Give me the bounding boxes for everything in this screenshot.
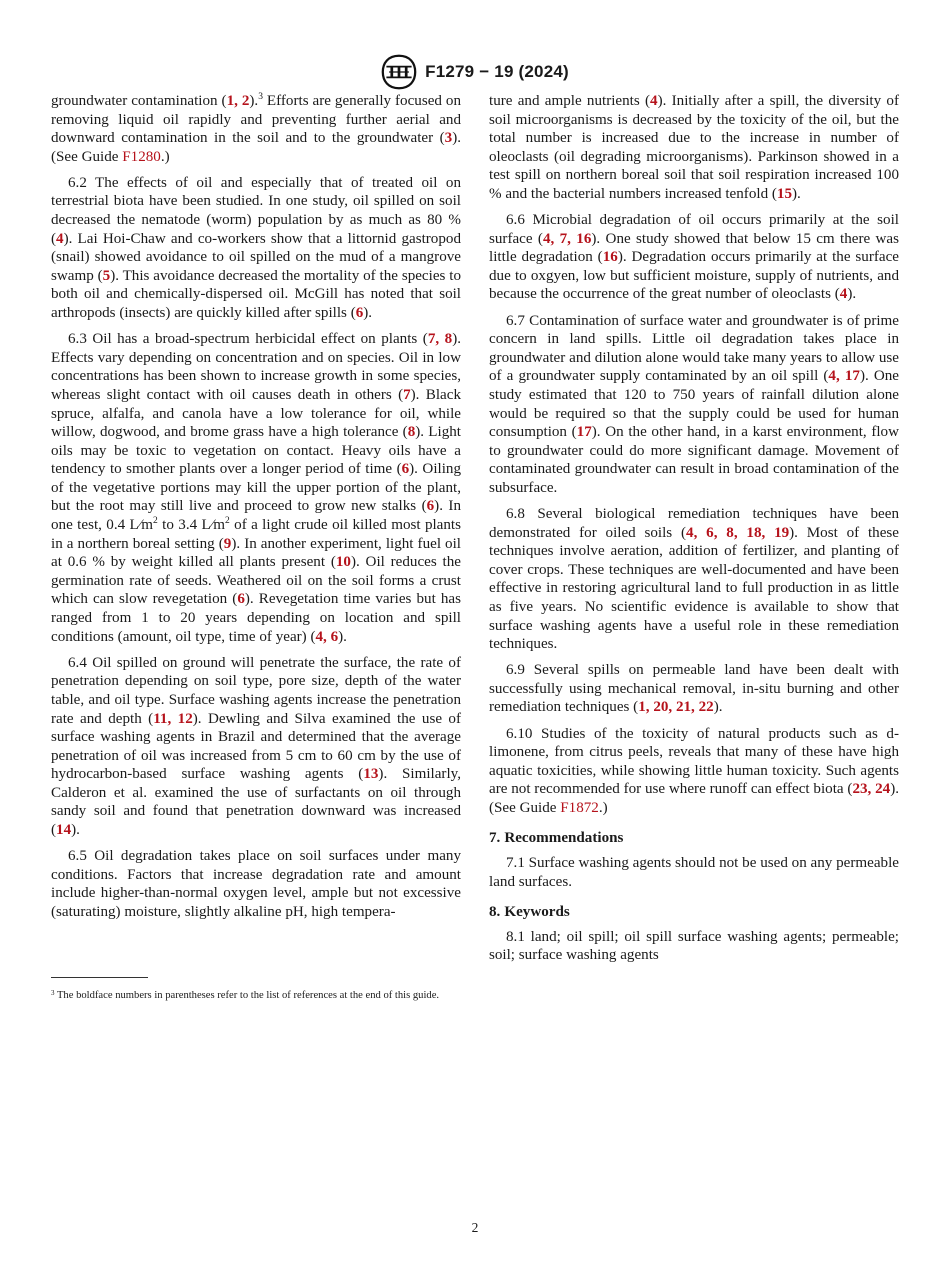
paragraph-intro-cont: groundwater contamination (1, 2).$^3$ Efforts are generally focused on removing liquid oil rapidly and preventing further aerial and downward contamination in the soil and to the groundwater (3). (See Guide F1280.) bbox=[51, 92, 462, 165]
reference-link[interactable]: 20 bbox=[653, 699, 669, 716]
paragraph-6-5-cont: ture and ample nutrients (4). Initially after a spill, the diversity of soil microorganisms is decreased by the toxicity of the oil, but the total number is increased due to the increase in number of oleoclasts (oil degrading microorganisms). Parkinson showed in a test spill on northern boreal soil that soil respiration increased 100 % and the bacterial numbers increased tenfold (15). bbox=[489, 93, 899, 202]
left-column bbox=[51, 92, 461, 929]
reference-link[interactable]: 19 bbox=[774, 524, 790, 541]
page-header bbox=[0, 54, 950, 90]
standard-designation: F1279 − 19 (2024) bbox=[425, 62, 569, 81]
paragraph-6-6: 6.6 Microbial degradation of oil occurs primarily at the soil surface (4, 7, 16). One study showed that below 15 cm there was little degradation (16). Degradation occurs primarily at the surface due to oxgyen, low but sufficient moisture, supply of nutrients, and because the occurrence of the great number of oleoclasts (4). bbox=[489, 212, 900, 303]
reference-link[interactable]: 16 bbox=[576, 230, 592, 247]
paragraph-8-1: 8.1 land; oil spill; oil spill surface washing agents; permeable; soil; surface washing agents bbox=[489, 928, 899, 964]
paragraph-6-3: 6.3 Oil has a broad-spectrum herbicidal effect on plants (7, 8). Effects vary depending on concentration and on species. Oil in low concentrations has been shown to increase growth in some species, whereas slight contact with oil causes death in others (7). Black spruce, alfalfa, and canola have a low tolerance for oil, while willow, dogwood, and brome grass have a high tolerance (8). Light oils may be toxic to vegetation on contact. Heavy oils have a tendency to smother plants over a longer period of time (6). Oiling of the vegetative portions may kill the upper portion of the plant, but the root may still live and proceed to grow new stalks (6). In one test, 0.4 $L⁄m^2$ to 3.4 $L⁄m^2$ of a light crude oil killed most plants in a northern boreal setting (9). In another experiment, light fuel oil at 0.6 % by weight killed all plants present (10). Oil reduces the germination rate of seeds. Weathered oil on the soil forms a crust which can slow revegetation (6). Revegetation time varies but has ranged from 1 to 20 years depending on location and spill conditions (amount, oil type, time of year) (4, 6). bbox=[51, 331, 461, 645]
reference-link[interactable]: 9 bbox=[223, 535, 232, 552]
reference-link[interactable]: 17 bbox=[576, 424, 592, 441]
footnote-area bbox=[51, 977, 461, 1003]
reference-link[interactable]: 4 bbox=[828, 368, 836, 385]
reference-link[interactable]: 8 bbox=[726, 524, 734, 541]
reference-link[interactable]: 4 bbox=[839, 286, 848, 303]
reference-link[interactable]: 13 bbox=[363, 766, 379, 783]
reference-link[interactable]: 6 bbox=[237, 591, 245, 608]
reference-link[interactable]: 3 bbox=[444, 130, 453, 147]
reference-link[interactable]: 8 bbox=[444, 331, 453, 348]
reference-link[interactable]: 15 bbox=[776, 185, 793, 202]
reference-link[interactable]: 22 bbox=[698, 699, 714, 716]
reference-link[interactable]: 11 bbox=[153, 710, 168, 727]
paragraph-7-1: 7.1 Surface washing agents should not be used on any permeable land surfaces. bbox=[489, 855, 899, 890]
reference-link[interactable]: 12 bbox=[177, 710, 193, 727]
paragraph-6-9: 6.9 Several spills on permeable land have been dealt with successfully using mechanical removal, in-situ burning and other remediation techniques (1, 20, 21, 22). bbox=[489, 662, 899, 716]
reference-link[interactable]: 7 bbox=[559, 230, 568, 247]
paragraph-6-7: 6.7 Contamination of surface water and groundwater is of prime concern in land spills. Little oil degradation takes place in groundwater and dilution alone would take many years to allow use of a groundwater supply contaminated by an oil spill (4, 17). One study estimated that 120 to 750 years of rainfall dilution alone would be required so that the supply could be used for human consumption (17). On the other hand, in a karst environment, flow to groundwater could do more significant damage. Movement of contaminated groundwater can result in broad contamination of the subsurface. bbox=[489, 312, 899, 496]
reference-link[interactable]: 8 bbox=[407, 424, 416, 441]
footnote-marker: 3 bbox=[258, 92, 263, 102]
right-column bbox=[489, 92, 899, 973]
reference-link[interactable]: 4 bbox=[686, 524, 694, 541]
reference-link[interactable]: 23 bbox=[852, 781, 868, 798]
footnote: $^3$ The boldface numbers in parentheses refer to the list of references at the end of this guide. bbox=[51, 989, 440, 1001]
guide-link-f1280[interactable]: F1280 bbox=[122, 148, 161, 165]
reference-link[interactable]: 17 bbox=[844, 368, 860, 385]
reference-link[interactable]: 7 bbox=[403, 386, 411, 403]
astm-logo-icon bbox=[381, 54, 417, 90]
reference-link[interactable]: 21 bbox=[675, 699, 692, 716]
reference-link[interactable]: 16 bbox=[602, 249, 618, 266]
reference-link[interactable]: 6 bbox=[706, 524, 714, 541]
guide-link-f1872[interactable]: F1872 bbox=[560, 799, 599, 816]
reference-link[interactable]: 5 bbox=[102, 267, 111, 284]
reference-link[interactable]: 6 bbox=[330, 628, 339, 645]
reference-link[interactable]: 10 bbox=[335, 554, 351, 571]
paragraph-6-4: 6.4 Oil spilled on ground will penetrate the surface, the rate of penetration depending on soil type, pore size, depth of the water table, and oil type. Surface washing agents increase the penetration rate and depth (11, 12). Dewling and Silva examined the use of surface washing agents in Brazil and determined that the average penetration of oil was increased from 5 cm to 60 cm by the use of hydrocarbon-based surface washing agents (13). Similarly, Calderon et al. examined the use of surfactants on oil through sandy soil and found that penetration downward was increased (14). bbox=[51, 654, 462, 839]
reference-link[interactable]: 1 bbox=[226, 93, 235, 109]
reference-link[interactable]: 4 bbox=[315, 628, 324, 645]
page-number: 2 bbox=[471, 1220, 479, 1235]
section-heading-recommendations: 7. Recommendations bbox=[489, 830, 624, 847]
reference-link[interactable]: 4 bbox=[542, 230, 551, 247]
paragraph-6-5: 6.5 Oil degradation takes place on soil surfaces under many conditions. Factors that increase degradation rate and amount include higher-than-normal oxygen level, ample but not excessive (saturating) moisture, slightly alkaline pH, high tempera- bbox=[51, 848, 461, 920]
paragraph-6-10: 6.10 Studies of the toxicity of natural products such as d-limonene, from citrus peels, reveals that many of these have high aquatic toxicities, while showing little human toxicity. Such agents are not recommended for use where runoff can effect biota (23, 24). (See Guide F1872.) bbox=[489, 725, 900, 816]
reference-link[interactable]: 2 bbox=[241, 93, 250, 109]
reference-link[interactable]: 4 bbox=[650, 93, 658, 109]
reference-link[interactable]: 14 bbox=[56, 822, 72, 839]
reference-link[interactable]: 6 bbox=[426, 498, 435, 515]
paragraph-6-2: 6.2 The effects of oil and especially that of treated oil on terrestrial biota have been studied. In one study, oil spilled on soil decreased the nematode (worm) population by as much as 80 % (4). Lai Hoi-Chaw and co-workers show that a littornid gastropod (snail) showed avoidance to oil spilled on the mud of a mangrove swamp (5). This avoidance decreased the mortality of the species to both oil and chemically-dispersed oil. McGill has noted that soil arthropods (insects) are quickly killed after spills (6). bbox=[51, 174, 461, 322]
reference-link[interactable]: 18 bbox=[746, 524, 762, 541]
paragraph-6-8: 6.8 Several biological remediation techniques have been demonstrated for oiled soils (4, 6, 8, 18, 19). Most of these techniques involve aeration, addition of fertilizer, and planting of cover crops. These techniques are well-documented and have been effective in restoring agricultural land to full production in as little as five years. No scientific evidence is available to show that surface washing agents have a useful role in these remediation techniques. bbox=[489, 505, 899, 653]
section-heading-keywords: 8. Keywords bbox=[489, 904, 570, 921]
reference-link[interactable]: 7 bbox=[427, 331, 436, 348]
reference-link[interactable]: 6 bbox=[355, 305, 364, 322]
footnote-divider bbox=[51, 977, 148, 978]
reference-link[interactable]: 24 bbox=[875, 781, 891, 798]
reference-link[interactable]: 1 bbox=[638, 699, 646, 716]
reference-link[interactable]: 6 bbox=[401, 461, 410, 478]
reference-link[interactable]: 4 bbox=[56, 230, 64, 247]
